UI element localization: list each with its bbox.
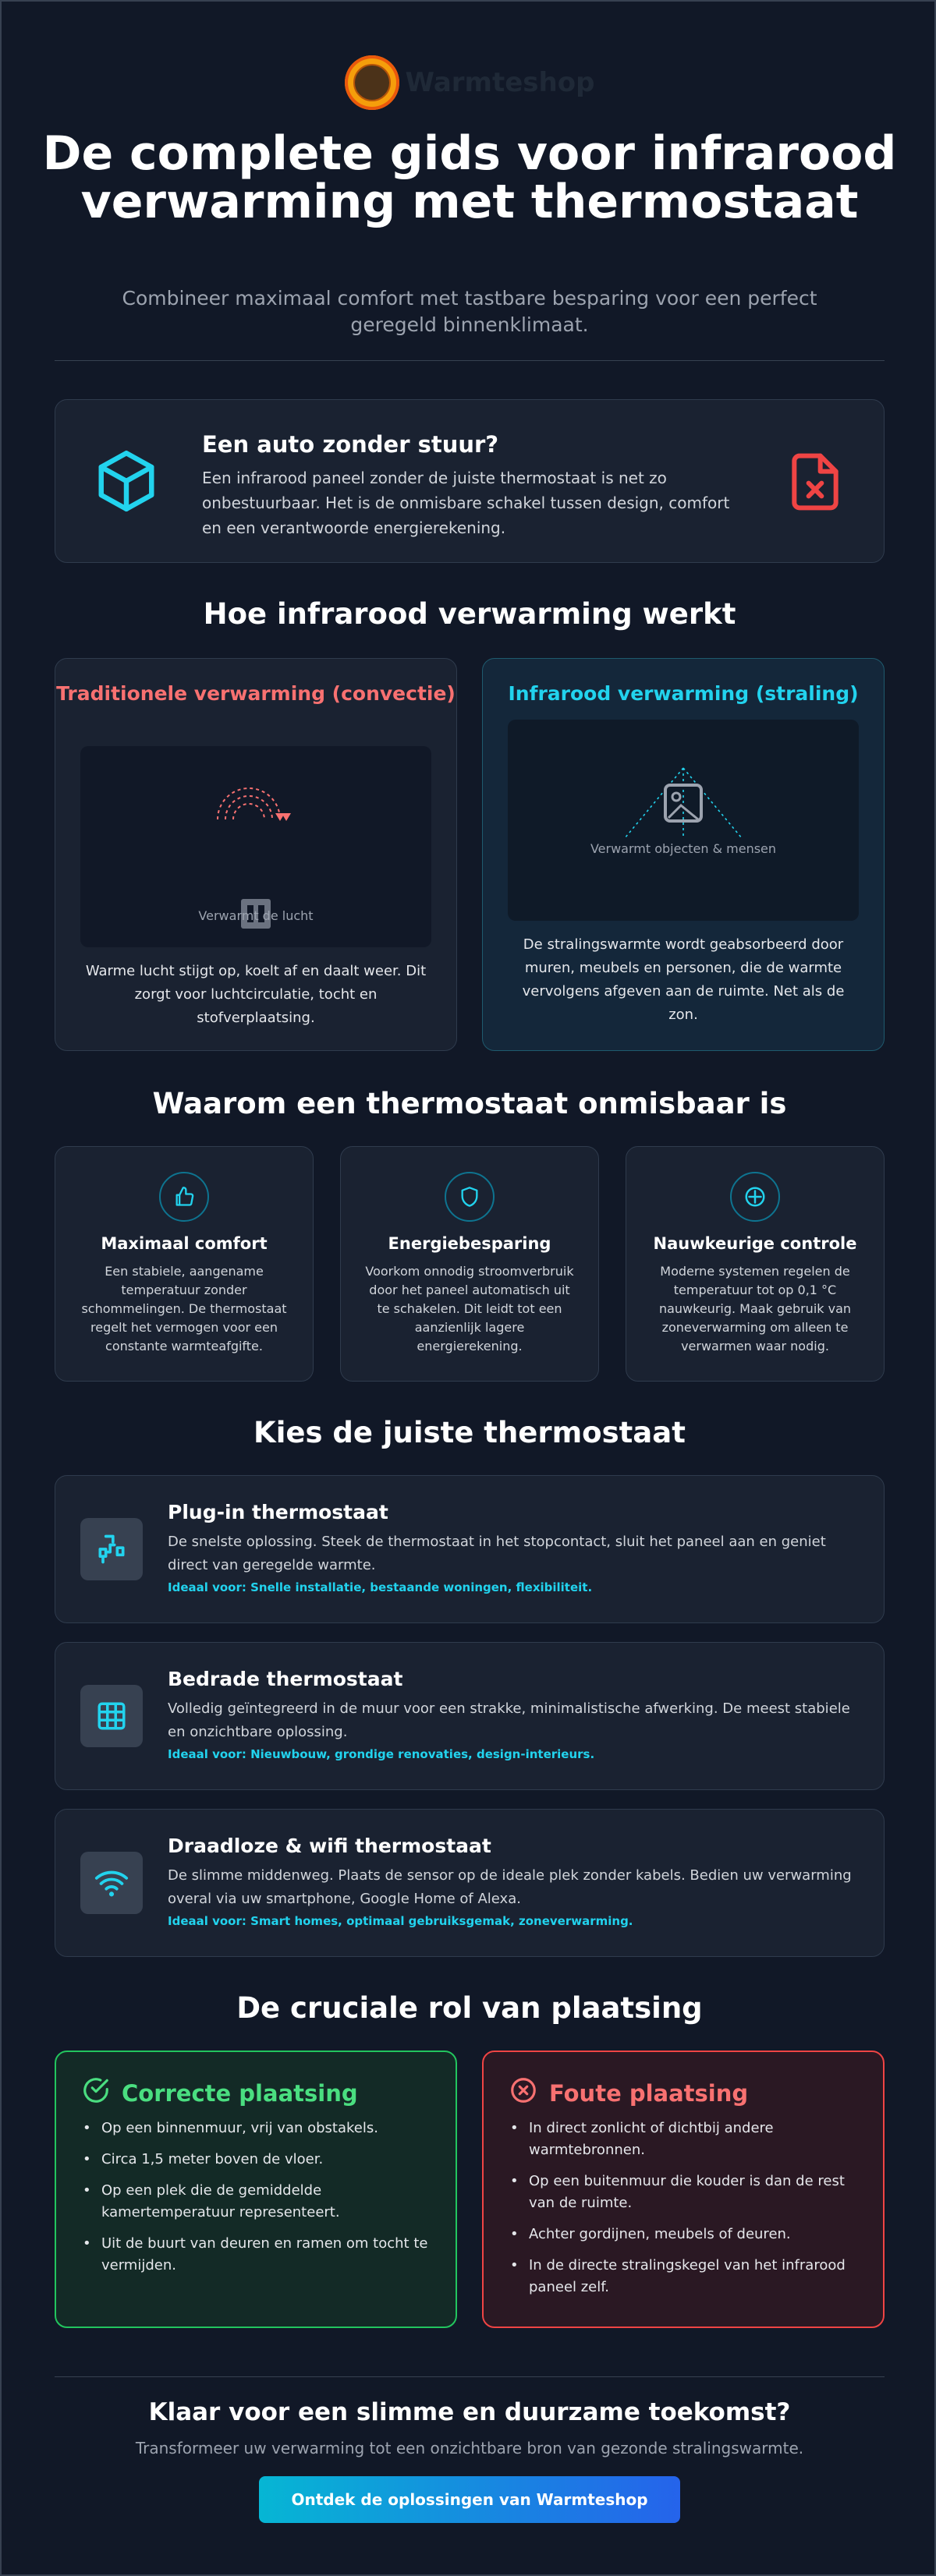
convection-label: Verwarmt de lucht <box>198 908 314 923</box>
traditional-text: Warme lucht stijgt op, koelt af en daalt weer. Dit zorgt voor luchtcirculatie, tocht en stofverplaatsing. <box>85 963 427 1026</box>
radiation-visual <box>508 720 859 921</box>
list-item: • Op een buitenmuur die kouder is dan de rest van de ruimte. <box>509 2171 858 2214</box>
brand-name: Warmteshop <box>405 67 595 98</box>
benefit-title: Maximaal comfort <box>101 1234 268 1253</box>
benefit-card-control <box>626 1146 885 1382</box>
logo-icon <box>345 55 399 110</box>
cta-button[interactable]: Ontdek de oplossingen van Warmteshop <box>259 2476 680 2523</box>
thumbs-up-icon <box>159 1172 209 1222</box>
thermostat-card-wired[interactable] <box>55 1642 885 1790</box>
divider <box>55 2376 885 2377</box>
thermostat-card-plugin[interactable] <box>55 1475 885 1623</box>
grid-icon <box>80 1685 143 1747</box>
shield-icon <box>445 1172 495 1222</box>
thermostat-ideal-for: Ideaal voor: Smart homes, optimaal gebruiksgemak, zoneverwarming. <box>168 1914 633 1928</box>
thermostat-text: De slimme middenweg. Plaats de sensor op de ideale plek zonder kabels. Bedien uw verwarming overal via uw smartphone, Google Home of Alexa. <box>168 1867 852 1907</box>
benefit-card-comfort <box>55 1146 314 1382</box>
plug-icon <box>80 1518 143 1580</box>
wrong-placement-list <box>509 2118 858 2308</box>
thermostat-title: Draadloze & wifi thermostaat <box>168 1835 491 1857</box>
thermostat-ideal-for: Ideaal voor: Snelle installatie, bestaande woningen, flexibiliteit. <box>168 1580 593 1594</box>
intro-text: Een infrarood paneel zonder de juiste thermostaat is net zo onbestuurbaar. Het is de onmisbare schakel tussen design, comfort en een verantwoorde energierekening. <box>202 469 730 537</box>
convection-visual <box>80 746 431 947</box>
benefit-text: Moderne systemen regelen de temperatuur tot op 0,1 °C nauwkeurig. Maak gebruik van zoneverwarming om alleen te verwarmen waar nodig. <box>658 1264 852 1353</box>
why-section-title: Waarom een thermostaat onmisbaar is <box>152 1087 787 1120</box>
file-x-icon <box>784 445 846 522</box>
brand-logo[interactable] <box>2 51 936 114</box>
infrared-text: De stralingswarmte wordt geabsorbeerd door muren, meubels en personen, die de warmte vervolgens afgeven aan de ruimte. Net als de zon. <box>522 936 845 1023</box>
thermostat-ideal-for: Ideaal voor: Nieuwbouw, grondige renovaties, design-interieurs. <box>168 1747 595 1761</box>
how-section-title: Hoe infrarood verwarming werkt <box>203 597 736 631</box>
thermostat-title: Plug-in thermostaat <box>168 1501 388 1523</box>
divider <box>55 360 885 361</box>
placement-section-title: De cruciale rol van plaatsing <box>236 1991 703 2025</box>
radiation-icon <box>508 720 859 921</box>
correct-placement-list <box>81 2118 431 2286</box>
correct-placement-title: Correcte plaatsing <box>122 2079 358 2107</box>
intro-card <box>55 399 885 563</box>
list-item: • Uit de buurt van deuren en ramen om tocht te vermijden. <box>81 2233 431 2277</box>
benefit-text: Een stabiele, aangename temperatuur zonder schommelingen. De thermostaat regelt het vermogen voor een constante warmteafgifte. <box>81 1264 287 1353</box>
correct-placement-card <box>55 2051 457 2328</box>
list-item: • Op een binnenmuur, vrij van obstakels. <box>81 2118 431 2139</box>
list-item: • In direct zonlicht of dichtbij andere warmtebronnen. <box>509 2118 858 2161</box>
traditional-heating-card <box>55 658 457 1051</box>
infrared-heating-card <box>482 658 885 1051</box>
x-circle-icon <box>509 2075 538 2111</box>
infrared-title: Infrarood verwarming (straling) <box>508 682 859 705</box>
benefit-card-savings <box>340 1146 599 1382</box>
list-item: • Circa 1,5 meter boven de vloer. <box>81 2149 431 2171</box>
thermostat-card-wireless[interactable] <box>55 1809 885 1957</box>
cube-icon <box>93 445 160 520</box>
wifi-icon <box>80 1852 143 1914</box>
benefit-title: Nauwkeurige controle <box>653 1234 857 1253</box>
list-item: • In de directe stralingskegel van het infrarood paneel zelf. <box>509 2255 858 2298</box>
check-circle-icon <box>81 2075 111 2111</box>
thermostat-text: De snelste oplossing. Steek de thermostaat in het stopcontact, sluit het paneel aan en geniet direct van geregelde warmte. <box>168 1534 826 1573</box>
cta-title: Klaar voor een slimme en duurzame toekomst? <box>148 2398 791 2426</box>
page-subtitle: Combineer maximaal comfort met tastbare besparing voor een perfect geregeld binnenklimaat. <box>122 287 817 336</box>
page-title: De complete gids voor infrarood verwarming met thermostaat <box>42 126 897 229</box>
thermostat-text: Volledig geïntegreerd in de muur voor een strakke, minimalistische afwerking. De meest stabiele en onzichtbare oplossing. <box>168 1700 850 1740</box>
choose-section-title: Kies de juiste thermostaat <box>254 1416 686 1449</box>
crosshair-icon <box>730 1172 780 1222</box>
benefit-text: Voorkom onnodig stroomverbruik door het paneel automatisch uit te schakelen. Dit leidt tot een aanzienlijk lagere energierekening. <box>365 1264 574 1353</box>
list-item: • Achter gordijnen, meubels of deuren. <box>509 2224 858 2245</box>
benefit-title: Energiebesparing <box>388 1234 551 1253</box>
wrong-placement-card <box>482 2051 885 2328</box>
radiation-label: Verwarmt objecten & mensen <box>590 841 777 856</box>
wrong-placement-title: Foute plaatsing <box>549 2079 749 2107</box>
list-item: • Op een plek die de gemiddelde kamertemperatuur representeert. <box>81 2180 431 2224</box>
traditional-title: Traditionele verwarming (convectie) <box>56 682 456 705</box>
thermostat-title: Bedrade thermostaat <box>168 1668 403 1690</box>
intro-title: Een auto zonder stuur? <box>202 431 499 458</box>
cta-subtitle: Transformeer uw verwarming tot een onzichtbare bron van gezonde stralingswarmte. <box>135 2439 804 2457</box>
